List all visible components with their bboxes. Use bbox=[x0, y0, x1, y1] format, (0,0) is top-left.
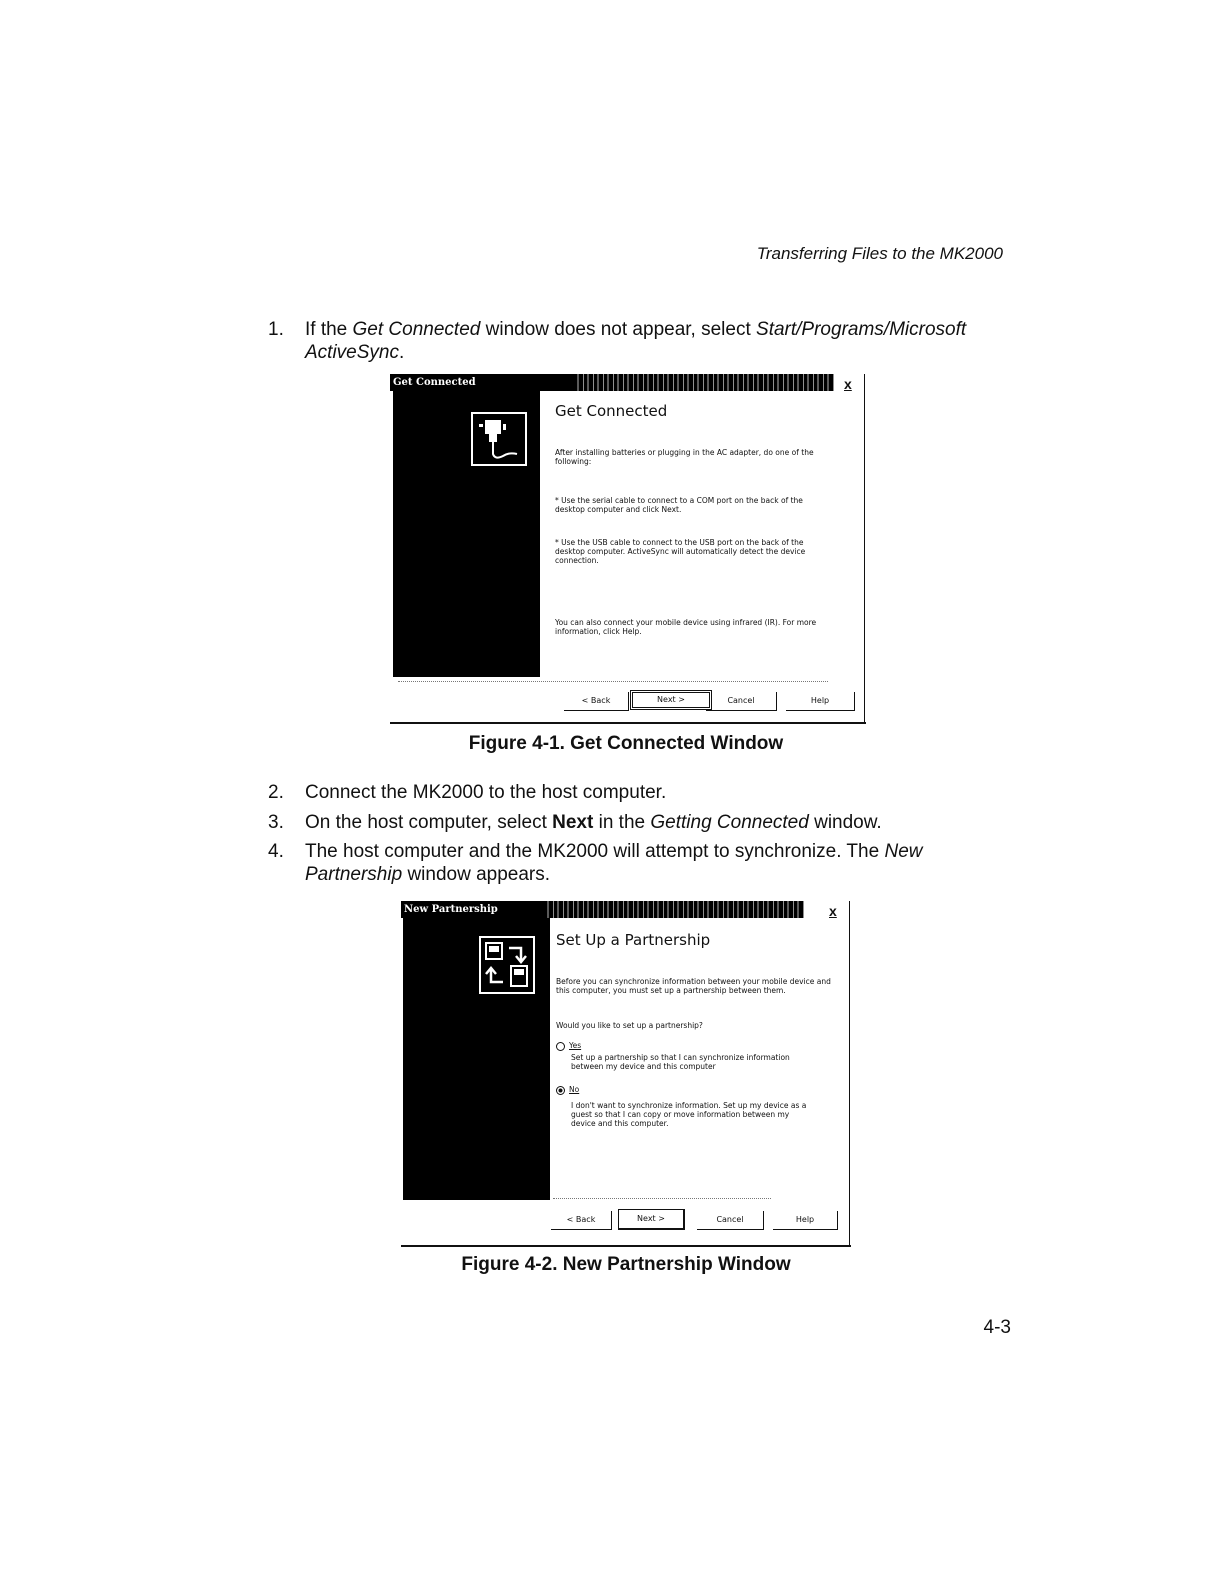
yes-radio[interactable] bbox=[556, 1042, 565, 1051]
step-3 bbox=[268, 811, 1008, 835]
text-run: in the bbox=[593, 812, 651, 833]
figure-caption: Figure 4-1. Get Connected Window bbox=[468, 733, 784, 754]
close-button[interactable]: x bbox=[844, 376, 852, 392]
yes-description: Set up a partnership so that I can synchronize information between my device and this computer bbox=[571, 1053, 790, 1071]
step-text: Connect the MK2000 to the host computer. bbox=[305, 782, 667, 803]
text-run: . bbox=[398, 342, 405, 363]
button-name: Next bbox=[552, 812, 594, 833]
infrared-note: You can also connect your mobile device using infrared (IR). For more information, click Help. bbox=[555, 618, 817, 636]
next-button[interactable]: Next > bbox=[618, 1209, 685, 1230]
separator bbox=[553, 1198, 771, 1199]
cancel-button[interactable]: Cancel bbox=[697, 1211, 764, 1230]
running-header: Transferring Files to the MK2000 bbox=[756, 244, 1003, 263]
usb-instruction: * Use the USB cable to connect to the USB port on the back of the desktop computer. ActiveSync will automatically detect the device connection. bbox=[555, 538, 806, 565]
window-name: Getting Connected bbox=[650, 812, 809, 833]
no-description: I don't want to synchronize information. Set up my device as a guest so that I can copy or move information between my device and this computer. bbox=[571, 1101, 807, 1128]
wizard-side-panel bbox=[403, 918, 550, 1200]
step-number: 2. bbox=[268, 782, 284, 803]
window-name: New Partnership bbox=[305, 841, 923, 885]
text-run: On the host computer, select bbox=[305, 812, 553, 833]
step-text bbox=[305, 811, 1005, 834]
step-text bbox=[305, 318, 1005, 364]
separator bbox=[398, 681, 828, 682]
wizard-side-panel bbox=[393, 391, 540, 677]
no-label: No bbox=[569, 1085, 580, 1094]
step-4 bbox=[268, 840, 1008, 888]
cancel-button[interactable]: Cancel bbox=[706, 692, 777, 711]
intro-text: After installing batteries or plugging in the AC adapter, do one of the following: bbox=[555, 448, 814, 466]
figure-caption: Figure 4-2. New Partnership Window bbox=[461, 1254, 791, 1275]
step-2 bbox=[268, 781, 1008, 805]
menu-path: Start/Programs/Microsoft ActiveSync bbox=[305, 319, 967, 363]
help-button[interactable]: Help bbox=[786, 692, 855, 711]
step-text bbox=[305, 840, 955, 886]
yes-option[interactable] bbox=[556, 1041, 836, 1051]
window-name: Get Connected bbox=[352, 319, 481, 340]
step-number: 1. bbox=[268, 319, 284, 340]
step-1 bbox=[268, 318, 1008, 366]
serial-instruction: * Use the serial cable to connect to a COM port on the back of the desktop computer and click Next. bbox=[555, 496, 803, 514]
window-border bbox=[864, 374, 865, 722]
help-button[interactable]: Help bbox=[773, 1211, 838, 1230]
window-title: New Partnership bbox=[404, 904, 498, 915]
back-button[interactable]: < Back bbox=[551, 1211, 612, 1230]
step-number: 3. bbox=[268, 812, 284, 833]
partnership-question: Would you like to set up a partnership? bbox=[556, 1021, 703, 1030]
wizard-heading: Set Up a Partnership bbox=[556, 931, 711, 949]
intro-text: Before you can synchronize information between your mobile device and this computer, you must set up a partnership between them. bbox=[556, 977, 831, 995]
yes-label: Yes bbox=[569, 1041, 582, 1050]
text-run: window. bbox=[808, 812, 882, 833]
text-run: The host computer and the MK2000 will attempt to synchronize. The bbox=[305, 841, 885, 862]
new-partnership-window bbox=[401, 901, 851, 1247]
wizard-heading: Get Connected bbox=[555, 402, 668, 420]
step-number: 4. bbox=[268, 841, 284, 862]
window-title: Get Connected bbox=[393, 377, 476, 388]
window-titlebar bbox=[401, 901, 804, 918]
no-radio[interactable] bbox=[556, 1086, 565, 1095]
window-border bbox=[849, 901, 850, 1245]
titlebar-gradient bbox=[574, 374, 834, 391]
text-run: window does not appear, select bbox=[480, 319, 757, 340]
titlebar-gradient bbox=[544, 901, 804, 918]
next-button[interactable]: Next > bbox=[630, 690, 712, 710]
page-number: 4-3 bbox=[983, 1317, 1011, 1338]
cable-icon bbox=[471, 412, 527, 466]
text-run: If the bbox=[305, 319, 353, 340]
back-button[interactable]: < Back bbox=[564, 692, 629, 711]
text-run: window appears. bbox=[402, 864, 551, 885]
window-titlebar bbox=[390, 374, 834, 391]
get-connected-window bbox=[390, 374, 866, 724]
sync-devices-icon bbox=[479, 936, 535, 994]
close-button[interactable]: x bbox=[829, 903, 837, 919]
no-option[interactable] bbox=[556, 1085, 836, 1095]
